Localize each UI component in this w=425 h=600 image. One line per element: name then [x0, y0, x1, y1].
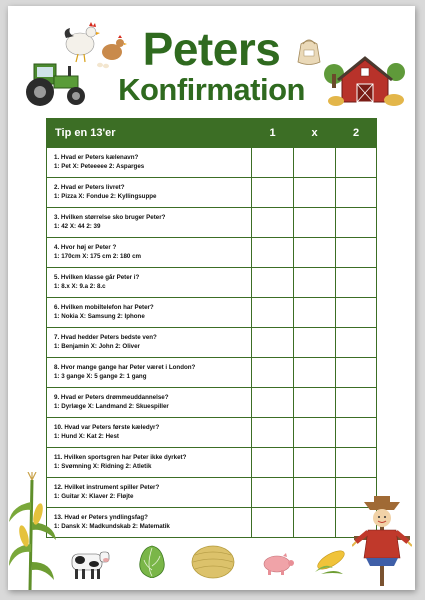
question-text: 11. Hvilken sportsgren har Peter ikke dyrket?: [54, 454, 187, 461]
title-event: Konfirmation: [118, 72, 305, 107]
table-row: [47, 148, 377, 178]
answer-cell-1[interactable]: [252, 178, 294, 208]
column-header-2: 2: [336, 119, 377, 148]
question-text: 12. Hvilket instrument spiller Peter?: [54, 484, 160, 491]
table-row: [47, 328, 377, 358]
question-cell: [47, 478, 252, 508]
answer-cell-2[interactable]: [336, 418, 377, 448]
answer-options: 1: Hund X: Kat 2: Hest: [54, 432, 119, 440]
answer-options: 1: 170cm X: 175 cm 2: 180 cm: [54, 252, 142, 260]
scarecrow-icon: [352, 496, 412, 586]
answer-cell-1[interactable]: [252, 358, 294, 388]
answer-options: 1: Benjamin X: John 2: Oliver: [54, 342, 140, 350]
question-cell: [47, 268, 252, 298]
cow-icon: [64, 546, 110, 580]
question-text: 7. Hvad hedder Peters bedste ven?: [54, 334, 157, 341]
tractor-icon: [16, 58, 94, 108]
answer-cell-2[interactable]: [336, 328, 377, 358]
question-text: 10. Hvad var Peters første kæledyr?: [54, 424, 160, 431]
pig-icon: [261, 552, 295, 576]
answer-options: 1: Guitar X: Klaver 2: Fløjte: [54, 492, 134, 500]
table-row: [47, 508, 377, 538]
question-text: 6. Hvilken mobiltelefon har Peter?: [54, 304, 154, 311]
answer-cell-1[interactable]: [252, 298, 294, 328]
poster-page: [8, 6, 415, 590]
title-name: Peters: [142, 23, 281, 75]
answer-cell-x[interactable]: [294, 148, 336, 178]
answer-cell-2[interactable]: [336, 208, 377, 238]
answer-cell-1[interactable]: [252, 208, 294, 238]
table-row: [47, 298, 377, 328]
hay-bale-icon: [191, 543, 235, 579]
question-cell: [47, 508, 252, 538]
answer-cell-1[interactable]: [252, 148, 294, 178]
answer-cell-1[interactable]: [252, 268, 294, 298]
question-text: 9. Hvad er Peters drømmeuddannelse?: [54, 394, 169, 401]
answer-cell-1[interactable]: [252, 388, 294, 418]
question-text: 2. Hvad er Peters livret?: [54, 184, 125, 191]
question-text: 5. Hvilken klasse går Peter i?: [54, 274, 140, 281]
answer-cell-1[interactable]: [252, 418, 294, 448]
answer-cell-1[interactable]: [252, 328, 294, 358]
answer-options: 1: 8.x X: 9.a 2: 8.c: [54, 282, 106, 290]
question-text: 13. Hvad er Peters yndlingsfag?: [54, 514, 148, 521]
question-cell: [47, 238, 252, 268]
answer-cell-2[interactable]: [336, 448, 377, 478]
question-text: 1. Hvad er Peters kælenavn?: [54, 154, 139, 161]
column-header-question: Tip en 13'er: [47, 119, 252, 148]
answer-cell-1[interactable]: [252, 238, 294, 268]
question-text: 8. Hvor mange gange har Peter været i London?: [54, 364, 196, 371]
table-row: [47, 418, 377, 448]
answer-cell-x[interactable]: [294, 508, 336, 538]
answer-cell-1[interactable]: [252, 478, 294, 508]
barn-icon: [324, 52, 406, 108]
table-row: [47, 478, 377, 508]
flour-sack-icon: [295, 36, 323, 66]
answer-cell-2[interactable]: [336, 238, 377, 268]
column-header-1: 1: [252, 119, 294, 148]
answer-cell-x[interactable]: [294, 388, 336, 418]
answer-cell-x[interactable]: [294, 478, 336, 508]
table-header-row: [47, 119, 377, 148]
answer-options: 1: Nokia X: Samsung 2: Iphone: [54, 312, 145, 320]
answer-options: 1: Pet X: Peteeeee 2: Asparges: [54, 162, 145, 170]
answer-cell-x[interactable]: [294, 298, 336, 328]
table-row: [47, 448, 377, 478]
answer-cell-x[interactable]: [294, 178, 336, 208]
table-row: [47, 238, 377, 268]
answer-cell-2[interactable]: [336, 298, 377, 328]
question-cell: [47, 178, 252, 208]
question-cell: [47, 298, 252, 328]
table-row: [47, 208, 377, 238]
table-row: [47, 388, 377, 418]
answer-cell-2[interactable]: [336, 268, 377, 298]
answer-cell-2[interactable]: [336, 178, 377, 208]
table-row: [47, 358, 377, 388]
answer-cell-x[interactable]: [294, 448, 336, 478]
question-text: 3. Hvilken størrelse sko bruger Peter?: [54, 214, 166, 221]
question-cell: [47, 418, 252, 448]
answer-options: 1: 42 X: 44 2: 39: [54, 222, 101, 230]
question-cell: [47, 358, 252, 388]
corn-cob-icon: [313, 546, 349, 576]
answer-options: 1: Dyrlæge X: Landmand 2: Skuespiller: [54, 402, 169, 410]
question-text: 4. Hvor høj er Peter ?: [54, 244, 117, 251]
answer-cell-x[interactable]: [294, 328, 336, 358]
question-cell: [47, 208, 252, 238]
question-cell: [47, 328, 252, 358]
answer-cell-x[interactable]: [294, 238, 336, 268]
answer-cell-2[interactable]: [336, 148, 377, 178]
answer-cell-2[interactable]: [336, 388, 377, 418]
answer-cell-x[interactable]: [294, 208, 336, 238]
answer-cell-x[interactable]: [294, 418, 336, 448]
column-header-x: x: [294, 119, 336, 148]
answer-cell-1[interactable]: [252, 448, 294, 478]
answer-options: 1: Dansk X: Madkundskab 2: Matematik: [54, 522, 170, 530]
question-cell: [47, 388, 252, 418]
table-row: [47, 268, 377, 298]
answer-cell-x[interactable]: [294, 358, 336, 388]
answer-options: 1: Pizza X: Fondue 2: Kyllingsuppe: [54, 192, 157, 200]
table-row: [47, 178, 377, 208]
answer-cell-1[interactable]: [252, 508, 294, 538]
quiz-table: [46, 118, 377, 538]
question-cell: [47, 148, 252, 178]
lettuce-icon: [138, 544, 166, 578]
answer-options: 1: Svømning X: Ridning 2: Atletik: [54, 462, 152, 470]
question-cell: [47, 448, 252, 478]
answer-options: 1: 3 gange X: 5 gange 2: 1 gang: [54, 372, 147, 380]
corn-plant-icon: [8, 472, 56, 590]
answer-cell-2[interactable]: [336, 358, 377, 388]
answer-cell-x[interactable]: [294, 268, 336, 298]
